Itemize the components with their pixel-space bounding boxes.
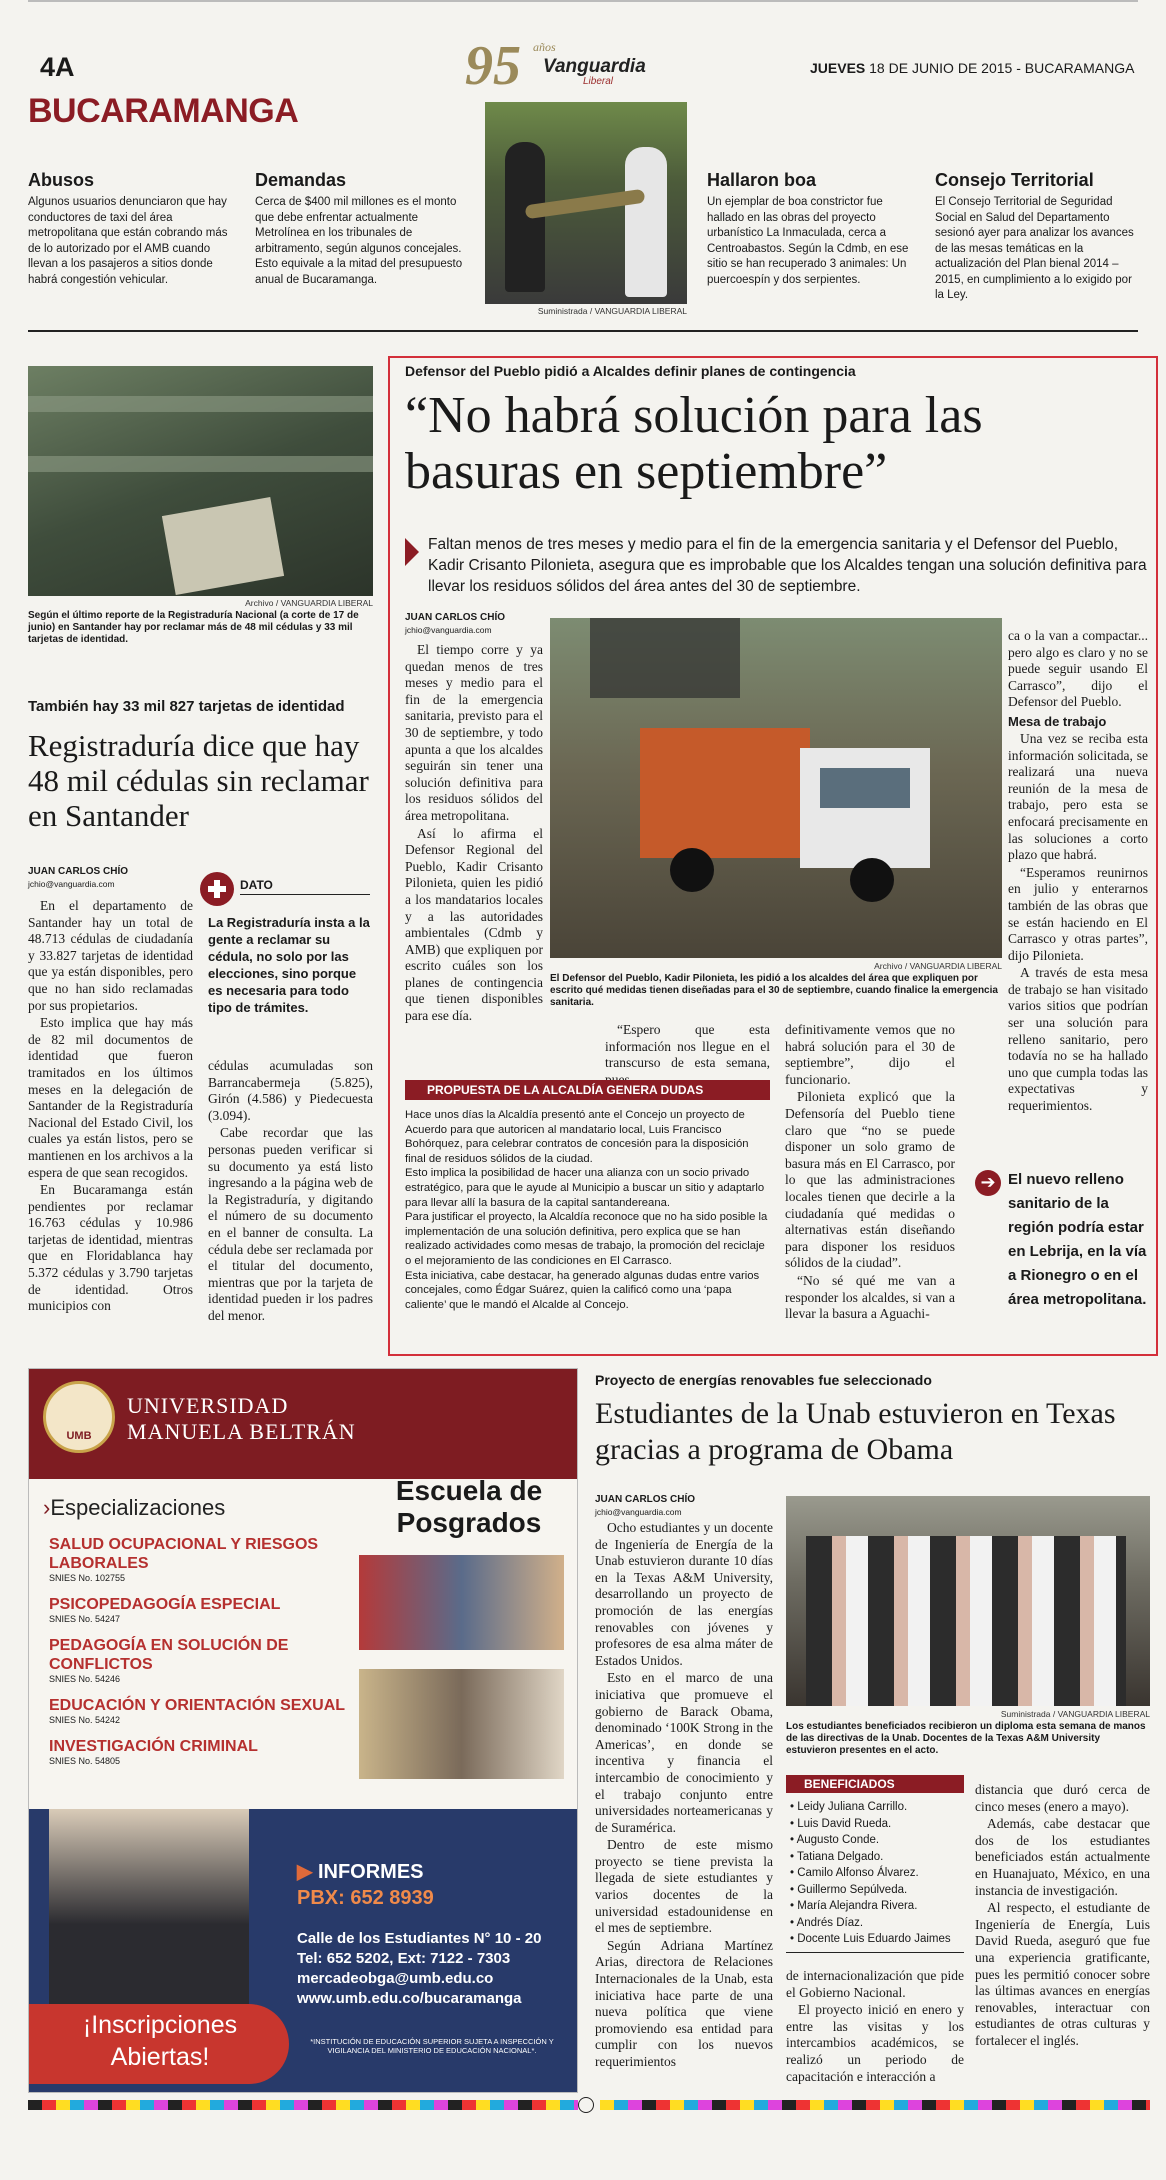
truck-wheel — [850, 858, 894, 902]
list-item: • María Alejandra Rivera. — [790, 1900, 918, 1912]
brief-abusos — [28, 170, 238, 288]
author-email: jchio@vanguardia.com — [28, 879, 115, 889]
paragraph: Esto implica la posibilidad de hacer una alianza con un socio privado estratégico, para que le ayude al Municipio a buscar un sitio y adaptarlo para llevar allí la basura de la capital santandereana. — [405, 1167, 765, 1209]
propuesta-body — [405, 1108, 770, 1312]
address: Calle de los Estudiantes N° 10 - 20 — [297, 1930, 542, 1947]
section-divider — [28, 330, 1138, 332]
excavator — [590, 618, 740, 698]
shelf — [28, 396, 373, 412]
paragraph: ca o la van a compactar... pero algo es claro y no se puede seguir usando El Carrasco”, dijo el Defensor del Pueblo. — [1008, 628, 1148, 710]
registration-mark-icon — [578, 2097, 594, 2113]
beneficiary: Leidy Juliana Carrillo. — [797, 1801, 908, 1813]
insc-line2: Abiertas! — [110, 2043, 210, 2071]
escuela-line2: Posgrados — [396, 1507, 542, 1538]
propuesta-title: PROPUESTA DE LA ALCALDÍA GENERA DUDAS — [405, 1080, 770, 1100]
paragraph: de internacionalización que pide el Gobierno Nacional. — [786, 1968, 964, 2000]
program-name: INVESTIGACIÓN CRIMINAL — [49, 1738, 258, 1755]
page-number: 4A — [40, 52, 75, 82]
umb-logo-text: UMB — [66, 1430, 92, 1442]
registraduria-byline — [28, 866, 128, 890]
insc-line1: ¡Inscripciones — [82, 2011, 238, 2039]
beneficiary: Luis David Rueda. — [797, 1817, 892, 1830]
beneficiary: Camilo Alfonso Álvarez. — [797, 1867, 919, 1879]
list-item: • Docente Luis Eduardo Jaimes — [790, 1933, 951, 1945]
main-byline — [405, 612, 505, 636]
paper-name: Vanguardia — [543, 56, 646, 77]
unab-kicker: Proyecto de energías renovables fue seleccionado — [595, 1372, 932, 1388]
truck-windshield — [820, 768, 910, 808]
registraduria-col1 — [28, 898, 193, 1316]
author: JUAN CARLOS CHÍO — [28, 866, 129, 877]
program-snies: SNIES No. 54242 — [49, 1715, 121, 1725]
date-rest: 18 DE JUNIO DE 2015 - BUCARAMANGA — [869, 60, 1135, 76]
truck-photo-credit: Archivo / VANGUARDIA LIBERAL — [874, 961, 1002, 971]
legal-note: *INSTITUCIÓN DE EDUCACIÓN SUPERIOR SUJETA A INSPECCIÓN Y VIGILANCIA DEL MINISTERIO DE EDUCACIÓN NACIONAL*. — [310, 2037, 554, 2055]
paragraph: En Bucaramanga están pendientes por reclamar 16.763 cédulas y 10.986 tarjetas de identidad, mientras que en Floridablanca hay 5.372 cédulas y 3.790 tarjetas de identidad. Otros municipios con — [28, 1182, 193, 1314]
dato-rule — [240, 894, 370, 895]
people-photo-ad — [49, 1809, 249, 2019]
lead-arrow-icon — [405, 538, 419, 566]
unab-col2 — [786, 1968, 964, 2086]
brief-consejo — [935, 170, 1140, 304]
espec-label: Especializaciones — [50, 1495, 226, 1520]
truck-cab — [800, 748, 930, 868]
paragraph: “Esperamos reunirnos en julio y enterarnos también de las obras que se están haciendo en El Carrasco y otras partes”, dijo Pilonieta. — [1008, 864, 1148, 963]
anniversary-suffix: años — [533, 40, 556, 54]
paragraph: Según Adriana Martínez Arias, directora de Relaciones Internacionales de la Unab, esta iniciativa hace parte de una nueva política que viene promoviendo esa entidad para cumplir con los nuevos requerimientos — [595, 1937, 773, 2069]
paragraph: Cabe recordar que las personas pueden verificar si su documento ya está listo ingresando a la página web de la Registraduría, y digitando el número de su documento en el banner de consulta. La cédula debe ser reclamada por el titular del documento, mientras que por la tarjeta de identidad pueden ir los padres del menor. — [208, 1125, 373, 1323]
unab-byline — [595, 1494, 695, 1518]
propuesta-box — [405, 1080, 770, 1350]
beneficiary: Docente Luis Eduardo Jaimes — [797, 1933, 951, 1945]
beneficiary: Andrés Díaz. — [796, 1916, 864, 1929]
brief-text: El Consejo Territorial de Seguridad Social en Salud del Departamento sesionó ayer para analizar los avances de las mesas temáticas en la actualización del Plan bienal 2014 – 2015, en cumplimiento a lo exigido por la Ley. — [935, 196, 1134, 301]
paragraph: Esto en el marco de una iniciativa que promueve el gobierno de Barack Obama, denominado ‘100K Strong in the Americas’, en donde se incentiva y financia el intercambio de conocimiento y el trabajo conjunto entre universidades norteamericanas y de Suramérica. — [595, 1670, 773, 1835]
paragraph: Dentro de este mismo proyecto se tiene prevista la llegada de siete estudiantes y varios docentes de la universidad estadounidense en el mes de septiembre. — [595, 1837, 773, 1936]
list-rule — [786, 1952, 964, 1953]
boa-photo — [485, 102, 687, 304]
dato-icon-bar — [214, 880, 220, 898]
document-box — [162, 497, 284, 595]
main-col1 — [405, 642, 543, 1026]
dato-text: La Registraduría insta a la gente a reclamar su cédula, no solo por las elecciones, sino porque es necesaria para todo tipo de trámites. — [208, 915, 370, 1015]
program-item — [49, 1535, 349, 1583]
list-item: • Augusto Conde. — [790, 1834, 880, 1846]
brief-demandas — [255, 170, 465, 288]
brief-title: Consejo Territorial — [935, 170, 1094, 190]
registraduria-photo — [28, 366, 373, 596]
list-item: • Andrés Díaz. — [790, 1916, 864, 1929]
brief-title: Hallaron boa — [707, 170, 817, 190]
unab-photo-credit: Suministrada / VANGUARDIA LIBERAL — [1000, 1709, 1150, 1719]
program-name: PEDAGOGÍA EN SOLUCIÓN DE CONFLICTOS — [49, 1637, 289, 1673]
subhead-mesa: Mesa de trabajo — [1008, 713, 1107, 729]
registraduria-headline: Registraduría dice que hay 48 mil cédulas sin reclamar en Santander — [28, 728, 369, 833]
beneficiary: Augusto Conde. — [796, 1834, 880, 1846]
dato-icon — [200, 872, 234, 906]
masthead-logo — [465, 34, 665, 104]
date-day: JUEVES — [810, 60, 866, 76]
brief-title: Abusos — [28, 170, 95, 190]
registraduria-photo-credit: Archivo / VANGUARDIA LIBERAL — [245, 598, 373, 608]
unab-students-photo — [786, 1496, 1150, 1706]
main-col4 — [1008, 628, 1148, 1116]
truck-wheel — [670, 848, 714, 892]
brief-text: Cerca de $400 mil millones es el monto que debe enfrentar actualmente Metrolínea en los tribunales de arbitramento, según algunos concejales. Esto equivale a la mitad del presupuesto anual de Bucaramanga. — [255, 196, 463, 286]
paragraph: El proyecto inició en enero y entre las visitas y los intercambios académicos, se realizó un periodo de capacitación e interacción a — [786, 2002, 964, 2084]
list-item: • Leidy Juliana Carrillo. — [790, 1801, 908, 1813]
paragraph: Esto implica que hay más de 82 mil documentos de identidad que fueron tramitados en los últimos meses en la delegación de Santander de la Registraduría Nacional del Estado Civil, los cuales ya están listos, pero se mantienen en los archivos a la espera de que sean recogidos. — [28, 1015, 193, 1180]
section-title: BUCARAMANGA — [28, 92, 299, 130]
program-name: PSICOPEDAGOGÍA ESPECIAL — [49, 1596, 281, 1613]
list-item: • Luis David Rueda. — [790, 1817, 892, 1830]
print-color-bar — [28, 2100, 578, 2110]
paragraph: Pilonieta explicó que la Defensoría del Pueblo tiene claro que “no se puede disponer un solo gramo de basura más en El Carrasco, por lo que las administraciones locales tienen que decirle a la ciudadanía qué medidas o alternativas están diseñando para disponer los residuos sólidos de la ciudad”. — [785, 1089, 955, 1271]
university-line2: MANUELA BELTRÁN — [127, 1419, 356, 1444]
list-item: • Tatiana Delgado. — [790, 1850, 884, 1863]
author: JUAN CARLOS CHÍO — [595, 1494, 696, 1505]
paragraph: Hace unos días la Alcaldía presentó ante el Concejo un proyecto de Acuerdo para que autoricen al mandatario local, Luis Francisco Bohórquez, para celebrar contratos de concesión para la disposición final de residuos sólidos de la ciudad. — [405, 1109, 749, 1165]
paragraph: En el departamento de Santander hay un total de 48.713 cédulas de ciudadanía y 33.827 tarjetas de identidad que ya están disponibles, pero que no han sido reclamadas por sus propietarios. — [28, 898, 193, 1013]
main-lead: Faltan menos de tres meses y medio para el fin de la emergencia sanitaria y el Defensor del Pueblo, Kadir Crisanto Pilonieta, asegura que es improbable que los Alcaldes tengan una solución definitiva para llevar los residuos sólidos del área antes del 30 de septiembre. — [428, 536, 1147, 595]
program-name: SALUD OCUPACIONAL Y RIESGOS LABORALES — [49, 1536, 319, 1572]
umb-ad — [28, 1368, 578, 2093]
escuela-line1: Escuela de — [395, 1475, 543, 1506]
unab-photo-caption: Los estudiantes beneficiados recibieron un diploma esta semana de manos de las directivas de la Unab. Docentes de la Texas A&M University estuvieron presentes en el acto. — [786, 1721, 1146, 1756]
students-photo-ad — [359, 1555, 564, 1650]
contact-block — [297, 1929, 577, 2009]
beneficiados-title: BENEFICIADOS — [786, 1775, 964, 1793]
email: mercadeobga@umb.edu.co — [297, 1970, 494, 1987]
beneficiary: Guillermo Sepúlveda. — [797, 1883, 908, 1896]
registraduria-photo-caption: Según el último reporte de la Registraduría Nacional (a corte de 17 de junio) en Santander hay por reclamar más de 48 mil cédulas y 33 mil tarjetas de identidad. — [28, 610, 359, 645]
paragraph: Ocho estudiantes y un docente de Ingeniería de Energía de la Unab estuvieron durante 10 días en la Texas A&M University, desarrollando un proyecto de promoción de las energías renovables con jóvenes y profesores de esa alma máter de Estados Unidos. — [595, 1520, 773, 1668]
classroom-photo-ad — [359, 1669, 564, 1779]
man-silhouette-right — [625, 147, 667, 297]
beneficiary: María Alejandra Rivera. — [797, 1900, 918, 1912]
paragraph: El tiempo corre y ya quedan menos de tres meses y medio para el fin de la emergencia sanitaria, previsto para el 30 de septiembre, y todo apunta a que los alcaldes seguirán sin tener una solución definitiva para los residuos sólidos del área metropolitana. — [405, 642, 543, 823]
author: JUAN CARLOS CHÍO — [405, 612, 506, 623]
umb-logo — [43, 1381, 115, 1453]
unab-col1 — [595, 1520, 773, 2072]
issue-date — [810, 60, 1134, 76]
informes-text: INFORMES — [317, 1861, 424, 1883]
beneficiary: Tatiana Delgado. — [797, 1850, 884, 1863]
dato-box — [200, 872, 370, 1022]
pull-quote: El nuevo relleno sanitario de la región podría estar en Lebrija, en la vía a Rionegro o en el área metropolitana. — [1008, 1171, 1147, 1308]
program-snies: SNIES No. 54247 — [49, 1614, 121, 1624]
truck-photo — [550, 618, 1002, 958]
program-snies: SNIES No. 102755 — [49, 1573, 126, 1583]
program-item — [49, 1595, 349, 1624]
registraduria-kicker: También hay 33 mil 827 tarjetas de identidad — [28, 698, 345, 715]
shelf — [28, 456, 373, 472]
top-rule — [28, 0, 1138, 2]
paragraph: Al respecto, el estudiante de Ingeniería de Energía, Luis David Rueda, aseguró que fue una experiencia gratificante, pues les permitió conocer sobre las últimas avances en energías renovables, interactuar con estudiantes de otras culturas y fortalecer el inglés. — [975, 1900, 1150, 2048]
list-item: • Guillermo Sepúlveda. — [790, 1883, 908, 1896]
boa-photo-credit: Suministrada / VANGUARDIA LIBERAL — [537, 306, 687, 316]
beneficiados-box — [786, 1775, 964, 1957]
beneficiados-list — [786, 1799, 964, 1948]
paragraph: A través de esta mesa de trabajo se han visitado varios sitios que podrían ser una solución para relleno sanitario, pero todavía no se ha hallado uno que cumpla todas las expectativas y requerimientos. — [1008, 965, 1148, 1114]
registraduria-col2 — [208, 1058, 373, 1326]
main-kicker: Defensor del Pueblo pidió a Alcaldes definir planes de contingencia — [405, 363, 856, 379]
program-list — [49, 1535, 349, 1778]
print-color-bar — [600, 2100, 1150, 2110]
program-item — [49, 1737, 349, 1766]
author-email: jchio@vanguardia.com — [595, 1507, 682, 1517]
main-col3 — [785, 1022, 955, 1324]
unab-col3 — [975, 1782, 1150, 2051]
chevron-right-icon: › — [43, 1495, 51, 1520]
program-item — [49, 1696, 349, 1725]
paragraph: Además, cabe destacar que dos de los estudiantes beneficiados están actualmente en Huanajuato, México, en una instancia de investigación. — [975, 1816, 1150, 1898]
paragraph: “No sé qué me van a responder los alcaldes, si van a llevar la basura a Aguachi- — [785, 1272, 955, 1322]
inscripciones-text — [45, 2009, 275, 2073]
brief-text: Algunos usuarios denunciaron que hay conductores de taxi del área metropolitana que están cobrando más de lo autorizado por el AMB cuando llevan a los pasajeros a sitios donde habrá congestión vehicular. — [28, 196, 228, 286]
paragraph: Una vez se reciba esta información solicitada, se realizará una nueva reunión de la mesa de trabajo, pero esta se enfocará precisamente en las soluciones a corto plazo que habrá. — [1008, 730, 1148, 863]
paper-sub: Liberal — [583, 76, 614, 87]
pbx-number: PBX: 652 8939 — [297, 1887, 434, 1909]
website: www.umb.edu.co/bucaramanga — [297, 1990, 522, 2007]
escuela-posgrados — [379, 1475, 559, 1539]
program-snies: SNIES No. 54805 — [49, 1756, 121, 1766]
university-line1: UNIVERSIDAD — [127, 1393, 289, 1418]
paragraph: definitivamente vemos que no habrá solución para el 30 de septiembre”, dijo el funcionario. — [785, 1022, 955, 1087]
program-name: EDUCACIÓN Y ORIENTACIÓN SEXUAL — [49, 1697, 346, 1714]
unab-headline: Estudiantes de la Unab estuvieron en Texas gracias a programa de Obama — [595, 1397, 1116, 1466]
dato-label: DATO — [240, 878, 273, 892]
anniversary-number: 95 — [465, 35, 521, 97]
author-email: jchio@vanguardia.com — [405, 625, 492, 635]
brief-title: Demandas — [255, 170, 347, 190]
informes-label — [297, 1859, 424, 1884]
paragraph: cédulas acumuladas son Barrancabermeja (5.825), Girón (4.586) y Piedecuesta (3.094). — [208, 1058, 373, 1123]
main-headline: “No habrá solución para las basuras en septiembre” — [405, 387, 983, 500]
brief-boa — [707, 170, 922, 288]
paragraph: Esta iniciativa, cabe destacar, ha generado algunas dudas entre varios concejales, como Édgar Suárez, quien la calificó como una ‘papa caliente’ que le mandó el Alcalde al Concejo. — [405, 1269, 760, 1311]
paragraph: “Espero que esta información nos llegue en el transcurso de esta semana, — [605, 1022, 770, 1071]
students-group — [806, 1536, 1126, 1706]
especializaciones-title — [43, 1495, 225, 1521]
truck-body — [640, 728, 810, 858]
program-item — [49, 1636, 349, 1684]
brief-text: Un ejemplar de boa constrictor fue hallado en las obras del proyecto urbanístico La Inmaculada, cerca a Centroabastos. Según la Cdmb, en ese sitio se han recuperado 3 animales: Un puercoespín y dos serpientes. — [707, 196, 909, 286]
pull-arrow-icon: ➔ — [975, 1170, 1001, 1196]
truck-photo-caption: El Defensor del Pueblo, Kadir Pilonieta, les pidió a los alcaldes del área que expliquen por escrito qué medidas tienen diseñadas para el 30 de septiembre, cuando finalice la emergencia sanitaria. — [550, 973, 998, 1008]
phone: Tel: 652 5202, Ext: 7122 - 7303 — [297, 1950, 511, 1967]
paragraph: Así lo afirma el Defensor Regional del Pueblo, Kadir Crisanto Pilonieta, quien les pidió a los mandatarios locales y a las autoridades ambientales (Cdmb y AMB) que expliquen por escrito cuáles son los planes de contingencia que tienen disponibles para ese día. — [405, 825, 543, 1024]
paragraph: Para justificar el proyecto, la Alcaldía reconoce que no ha sido posible la implementación de una solución definitiva, pero explica que se han realizado actividades como mesas de trabajo, la promoción del reciclaje o el mejoramiento de las condiciones en El Carrasco. — [405, 1211, 768, 1267]
paragraph: distancia que duró cerca de cinco meses (enero a mayo). — [975, 1782, 1150, 1814]
program-snies: SNIES No. 54246 — [49, 1674, 121, 1684]
play-arrow-icon: ▶ — [297, 1861, 313, 1883]
list-item: • Camilo Alfonso Álvarez. — [790, 1867, 919, 1879]
